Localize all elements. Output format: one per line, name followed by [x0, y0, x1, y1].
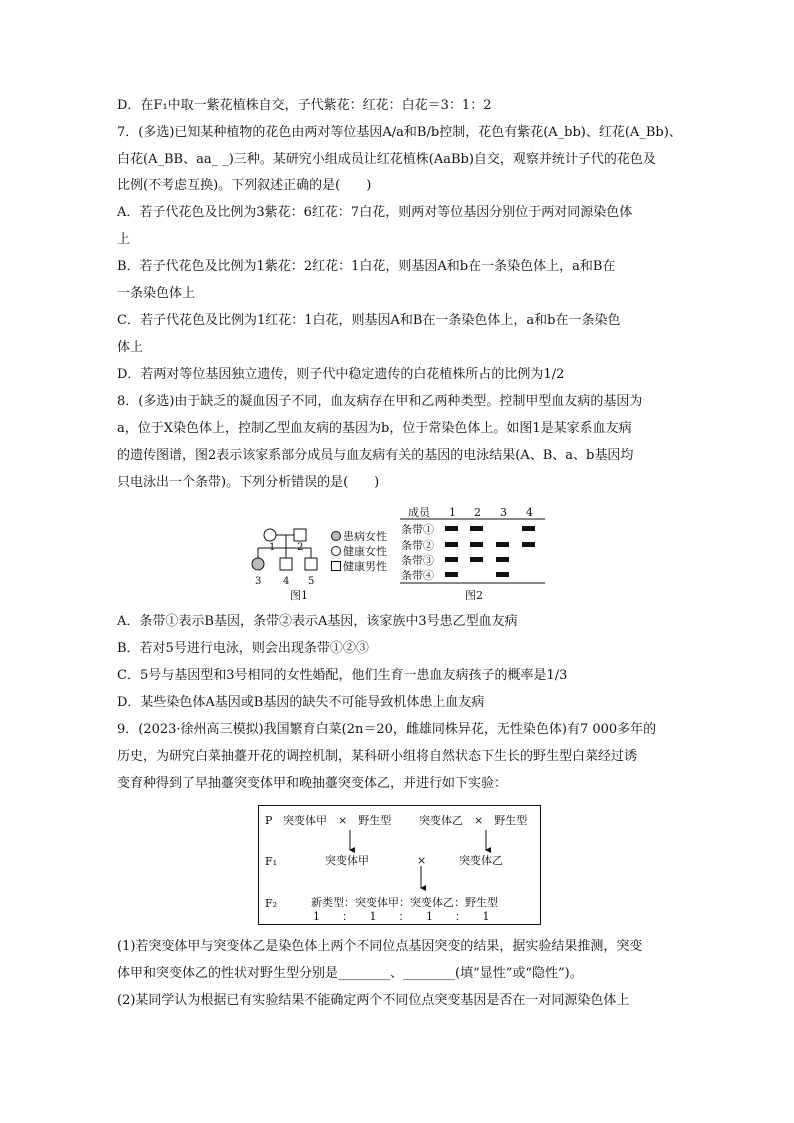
option-a-q8: A．条带①表示B基因，条带②表示A基因，该家族中3号患乙型血友病	[117, 614, 518, 629]
member-header: 成员	[408, 506, 430, 519]
question-9-stem: 9．(2023·徐州高三模拟)我国繁育白菜(2n＝20，雌雄同株异花，无性染色体)有7 000多年的	[117, 722, 657, 737]
question-7-stem: 比例(不考虑互换)。下列叙述正确的是( )	[117, 178, 372, 193]
question-7-stem: 7．(多选)已知某种植物的花色由两对等位基因A/a和B/b控制，花色有紫花(A_bb)、红花(A_Bb)、	[117, 125, 682, 140]
label-2: 2	[297, 542, 304, 553]
question-8-stem: 只电泳出一个条带)。下列分析错误的是( )	[117, 475, 380, 490]
option-d-q6: D．在F₁中取一紫花植株自交，子代紫花：红花：白花＝3：1：2	[117, 98, 492, 113]
f1-right: 突变体乙	[459, 854, 503, 867]
question-9-stem: 变育种得到了早抽薹突变体甲和晚抽薹突变体乙，并进行如下实验：	[117, 776, 508, 791]
p-cross-right: 突变体乙 × 野生型	[419, 814, 528, 827]
band-2-member-4	[522, 542, 535, 547]
f1-left: 突变体甲	[325, 854, 369, 867]
figure-1-caption: 图1	[290, 589, 308, 602]
option-b-q8: B．若对5号进行电泳，则会出现条带①②③	[117, 641, 369, 656]
individual-2-square	[294, 529, 306, 541]
question-7-stem: 白花(A_BB、aa_ _)三种。某研究小组成员让红花植株(AaBb)自交，观察并统计子代的花色及	[117, 152, 656, 167]
legend-healthy-male-symbol	[332, 562, 341, 571]
individual-5-square	[305, 558, 317, 570]
option-b-q7: B．若子代花色及比例为1紫花：2红花：1白花，则基因A和b在一条染色体上，a和B在	[117, 259, 616, 274]
band-1-member-2	[470, 526, 483, 531]
option-c-q8: C．5号与基因型和3号相同的女性婚配，他们生育一患血友病孩子的概率是1/3	[117, 668, 568, 683]
f2-phenotypes: 新类型：突变体甲：突变体乙：野生型	[311, 896, 498, 909]
pedigree-figure	[250, 524, 400, 604]
option-a-q7: 上	[117, 232, 131, 247]
legend-affected-female-symbol	[332, 532, 341, 541]
band-1-label: 条带①	[401, 523, 434, 536]
legend-healthy-female-symbol	[332, 547, 341, 556]
band-4-member-3	[496, 572, 509, 577]
band-3-member-1	[445, 557, 458, 562]
label-4: 4	[283, 576, 290, 587]
band-1-member-1	[445, 526, 458, 531]
member-2: 2	[474, 506, 481, 519]
pedigree-diagram	[250, 524, 400, 604]
cross-experiment-box	[258, 805, 541, 925]
question-8-stem: 的遗传图谱，图2表示该家系部分成员与血友病有关的基因的电泳结果(A、B、a、b基因均	[117, 448, 634, 463]
f2-label: F₂	[265, 897, 278, 910]
band-2-member-3	[496, 542, 509, 547]
option-a-q7: A．若子代花色及比例为3紫花：6红花：7白花，则两对等位基因分别位于两对同源染色体	[117, 205, 633, 220]
band-2-member-2	[470, 542, 483, 547]
question-8-stem: a，位于X染色体上，控制乙型血友病的基因为b，位于常染色体上。如图1是某家系血友病	[117, 421, 632, 436]
label-1: 1	[269, 542, 276, 553]
legend-affected-female: 患病女性	[343, 530, 387, 543]
p-label: P	[265, 814, 273, 827]
subquestion-1: 体甲和突变体乙的性状对野生型分别是________、________(填“显性”或“隐性”)。	[117, 966, 583, 981]
f2-ratio: 1 ： 1 ： 1 ： 1	[313, 910, 490, 923]
member-3: 3	[500, 506, 507, 519]
electrophoresis-figure	[400, 504, 550, 604]
figure-2-caption: 图2	[465, 589, 483, 602]
member-4: 4	[526, 506, 533, 519]
band-3-label: 条带③	[401, 554, 434, 567]
band-1-member-4	[522, 526, 535, 531]
band-4-label: 条带④	[401, 569, 434, 582]
question-8-stem: 8．(多选)由于缺乏的凝血因子不同，血友病存在甲和乙两种类型。控制甲型血友病的基因为	[117, 394, 643, 409]
subquestion-1: (1)若突变体甲与突变体乙是染色体上两个不同位点基因突变的结果，据实验结果推测，突变	[117, 939, 643, 954]
electrophoresis-diagram	[400, 504, 550, 604]
label-5: 5	[308, 576, 315, 587]
f1-label: F₁	[265, 855, 278, 868]
band-3-member-2	[470, 557, 483, 562]
individual-3-affected-female	[252, 558, 264, 570]
legend-healthy-female: 健康女性	[343, 545, 387, 558]
f1-cross: ×	[417, 854, 427, 867]
member-1: 1	[449, 506, 456, 519]
band-2-member-1	[445, 542, 458, 547]
band-2-label: 条带②	[401, 539, 434, 552]
legend-healthy-male: 健康男性	[343, 560, 387, 573]
p-cross-left: 突变体甲 × 野生型	[283, 814, 392, 827]
option-c-q7: C．若子代花色及比例为1红花：1白花，则基因A和B在一条染色体上，a和b在一条染色	[117, 313, 621, 328]
band-4-member-1	[445, 572, 458, 577]
label-3: 3	[255, 576, 262, 587]
individual-4-square	[280, 558, 292, 570]
option-c-q7: 体上	[117, 340, 144, 355]
option-d-q8: D．某些染色体A基因或B基因的缺失不可能导致机体患上血友病	[117, 695, 485, 710]
individual-1-circle	[264, 529, 276, 541]
band-3-member-3	[496, 557, 509, 562]
subquestion-2: (2)某同学认为根据已有实验结果不能确定两个不同位点突变基因是否在一对同源染色体上	[117, 993, 630, 1008]
question-9-stem: 历史，为研究白菜抽薹开花的调控机制，某科研小组将自然状态下生长的野生型白菜经过诱	[117, 749, 638, 764]
option-b-q7: 一条染色体上	[117, 286, 196, 301]
option-d-q7: D．若两对等位基因独立遗传，则子代中稳定遗传的白花植株所占的比例为1/2	[117, 367, 565, 382]
